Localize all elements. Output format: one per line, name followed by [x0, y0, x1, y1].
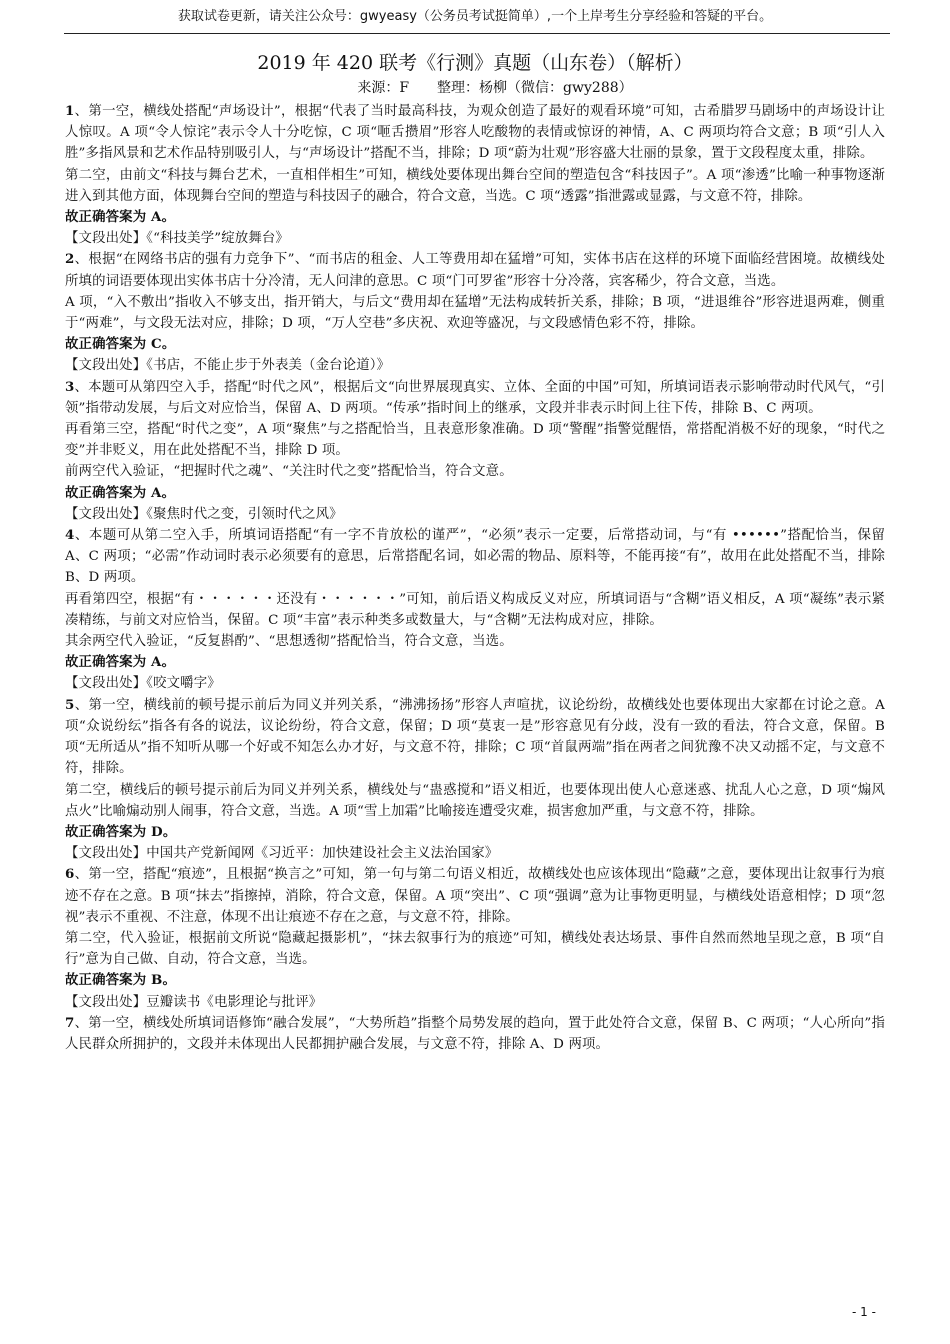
- question-4-answer: 故正确答案为 A。: [65, 654, 176, 671]
- question-6-answer: 故正确答案为 B。: [65, 972, 177, 989]
- question-3-paragraph-1: 3、本题可从第四空入手，搭配“时代之风”，根据后文“向世界展现真实、立体、全面的中国”可知，所填词语表示影响带动时代风气，“引领”指带动发展，与后文对应恰当，保留 A、D 两项。“传承”指时间上的继承，文段并非表示时间上往下传，排除 B、C 两项。: [65, 378, 885, 416]
- question-5-paragraph-1: 5、第一空，横线前的顿号提示前后为同义并列关系，“沸沸扬扬”形容人声喧扰，议论纷纷，故横线处也要体现出大家都在讨论之意。A 项“众说纷纭”指各有各的说法，议论纷纷，符合文意，保留；D 项“莫衷一是”形容意见有分歧，没有一致的看法，符合文意，保留。B 项“无所适从”指不知听从哪一个好或不知怎么办才好，与文意不符，排除；C 项“首鼠两端”指在两者之间犹豫不决又动摇不定，与文意不符，排除。: [65, 696, 885, 777]
- question-4-source: 【文段出处】《咬文嚼字》: [65, 676, 221, 692]
- question-4-paragraph-3: 其余两空代入验证，“反复斟酌”、“思想透彻”搭配恰当，符合文意，当选。: [65, 634, 513, 650]
- question-3-source: 【文段出处】《聚焦时代之变，引领时代之风》: [65, 506, 343, 522]
- document-body: [65, 101, 885, 1055]
- question-3-answer: 故正确答案为 A。: [65, 484, 176, 501]
- question-5-paragraph-2: 第二空，横线后的顿号提示前后为同义并列关系，横线处与“蛊惑搅和”语义相近，也要体现出使人心意迷惑、扰乱人心之意，D 项“煽风点火”比喻煽动别人闹事，符合文意，当选。A 项“雪上加霜”比喻接连遭受灾难，损害愈加严重，与文意不符，排除。: [65, 782, 885, 819]
- question-number: 3: [65, 378, 75, 395]
- question-number: 4: [65, 527, 75, 544]
- document-title: 2019 年 420 联考《行测》真题（山东卷）（解析）: [257, 52, 693, 74]
- question-4-paragraph-2: 再看第四空，根据“有・・・・・・还没有・・・・・・”可知，前后语义构成反义对应，所填词语与“含糊”语义相反，A 项“凝练”表示紧凑精练，与前文对应恰当，保留。C 项“丰富”表示种类多或数量大，与“含糊”无法构成对应，排除。: [65, 591, 885, 628]
- page-header: 获取试卷更新，请关注公众号：gwyeasy（公务员考试挺简单）,一个上岸考生分享经验和答疑的平台。: [177, 9, 773, 24]
- question-5-answer: 故正确答案为 D。: [65, 823, 177, 840]
- question-number: 6: [65, 866, 75, 883]
- question-1-answer: 故正确答案为 A。: [65, 209, 176, 226]
- question-number: 2: [65, 251, 75, 268]
- header-divider: [64, 33, 890, 34]
- question-7-paragraph-1: 7、第一空，横线处所填词语修饰“融合发展”，“大势所趋”指整个局势发展的趋向，置于此处符合文意，保留 B、C 两项；“人心所向”指人民群众所拥护的，文段并未体现出人民都拥护融合发展，与文意不符，排除 A、D 两项。: [65, 1014, 885, 1052]
- question-2-source: 【文段出处】《书店，不能止步于外表美（金台论道）》: [65, 358, 391, 374]
- page-number: - 1 -: [852, 1305, 876, 1319]
- question-5-source: 【文段出处】中国共产党新闻网《习近平：加快建设社会主义法治国家》: [65, 846, 499, 862]
- question-6-paragraph-2: 第二空，代入验证，根据前文所说“隐藏起摄影机”，“抹去叙事行为的痕迹”可知，横线处表达场景、事件自然而然地呈现之意，B 项“自行”意为自己做、自动，符合文意，当选。: [65, 930, 885, 968]
- question-4-paragraph-1: 4、本题可从第二空入手，所填词语搭配“有一字不肯放松的谨严”，“必须”表示一定要，后常搭动词，与“有 ••••••”搭配恰当，保留 A、C 两项；“必需”作动词时表示必须要有的意思，后常搭配名词，如必需的物品、原料等，不能再接“有”，故用在此处搭配不当，排除 B、D 两项。: [65, 527, 885, 586]
- question-6-source: 【文段出处】豆瓣读书《电影理论与批评》: [65, 994, 323, 1010]
- question-3-paragraph-3: 前两空代入验证，“把握时代之魂”、“关注时代之变”搭配恰当，符合文意。: [65, 464, 513, 480]
- document-source-line: 来源：F 整理：杨柳（微信：gwy288）: [357, 80, 633, 96]
- question-number: 7: [65, 1014, 75, 1031]
- question-3-paragraph-2: 再看第三空，搭配“时代之变”，A 项“聚焦”与之搭配恰当，且表意形象准确。D 项“警醒”指警觉醒悟，常搭配消极不好的现象，“时代之变”并非贬义，用在此处搭配不当，排除 D 项。: [65, 422, 885, 459]
- question-2-answer: 故正确答案为 C。: [65, 336, 176, 353]
- question-1-paragraph-2: 第二空，由前文“科技与舞台艺术，一直相伴相生”可知，横线处要体现出舞台空间的塑造包含“科技因子”。A 项“渗透”比喻一种事物逐渐进入到其他方面，体现舞台空间的塑造与科技因子的融合，符合文意，当选。C 项“透露”指泄露或显露，与文意不符，排除。: [65, 167, 885, 204]
- question-6-paragraph-1: 6、第一空，搭配“痕迹”，且根据“换言之”可知，第一句与第二句语义相近，故横线处也应该体现出“隐藏”之意，要体现出让叙事行为痕迹不存在之意。B 项“抹去”指擦掉，消除，符合文意，保留。A 项“突出”、C 项“强调”意为让事物更明显，与横线处语意相悖；D 项“忽视”表示不重视、不注意，体现不出让痕迹不存在之意，与文意不符，排除。: [65, 866, 885, 925]
- question-1-paragraph-1: 1、第一空，横线处搭配“声场设计”，根据“代表了当时最高科技，为观众创造了最好的观看环境”可知，古希腊罗马剧场中的声场设计让人惊叹。A 项“令人惊诧”表示令人十分吃惊，C 项“咂舌攒眉”形容人吃酸物的表情或惊讶的神情，A、C 两项均符合文意；B 项“引人入胜”多指风景和艺术作品特别吸引人，与“声场设计”搭配不当，排除；D 项“蔚为壮观”形容盛大壮丽的景象，置于文段程度太重，排除。: [65, 103, 885, 162]
- question-number: 5: [65, 696, 75, 713]
- question-2-paragraph-1: 2、根据“在网络书店的强有力竞争下”、“而书店的租金、人工等费用却在猛增”可知，实体书店在这样的环境下面临经营困境。故横线处所填的词语要体现出实体书店十分冷清，无人问津的意思。C 项“门可罗雀”形容十分冷落，宾客稀少，符合文意，当选。: [65, 251, 885, 289]
- question-2-paragraph-2: A 项，“入不敷出”指收入不够支出，指开销大，与后文“费用却在猛增”无法构成转折关系，排除；B 项，“进退维谷”形容进退两难，侧重于“两难”，与文段无法对应，排除；D 项，“万人空巷”多庆祝、欢迎等盛况，与文段感情色彩不符，排除。: [65, 294, 885, 332]
- question-1-source: 【文段出处】《“科技美学”绽放舞台》: [65, 231, 289, 247]
- question-number: 1: [65, 103, 75, 119]
